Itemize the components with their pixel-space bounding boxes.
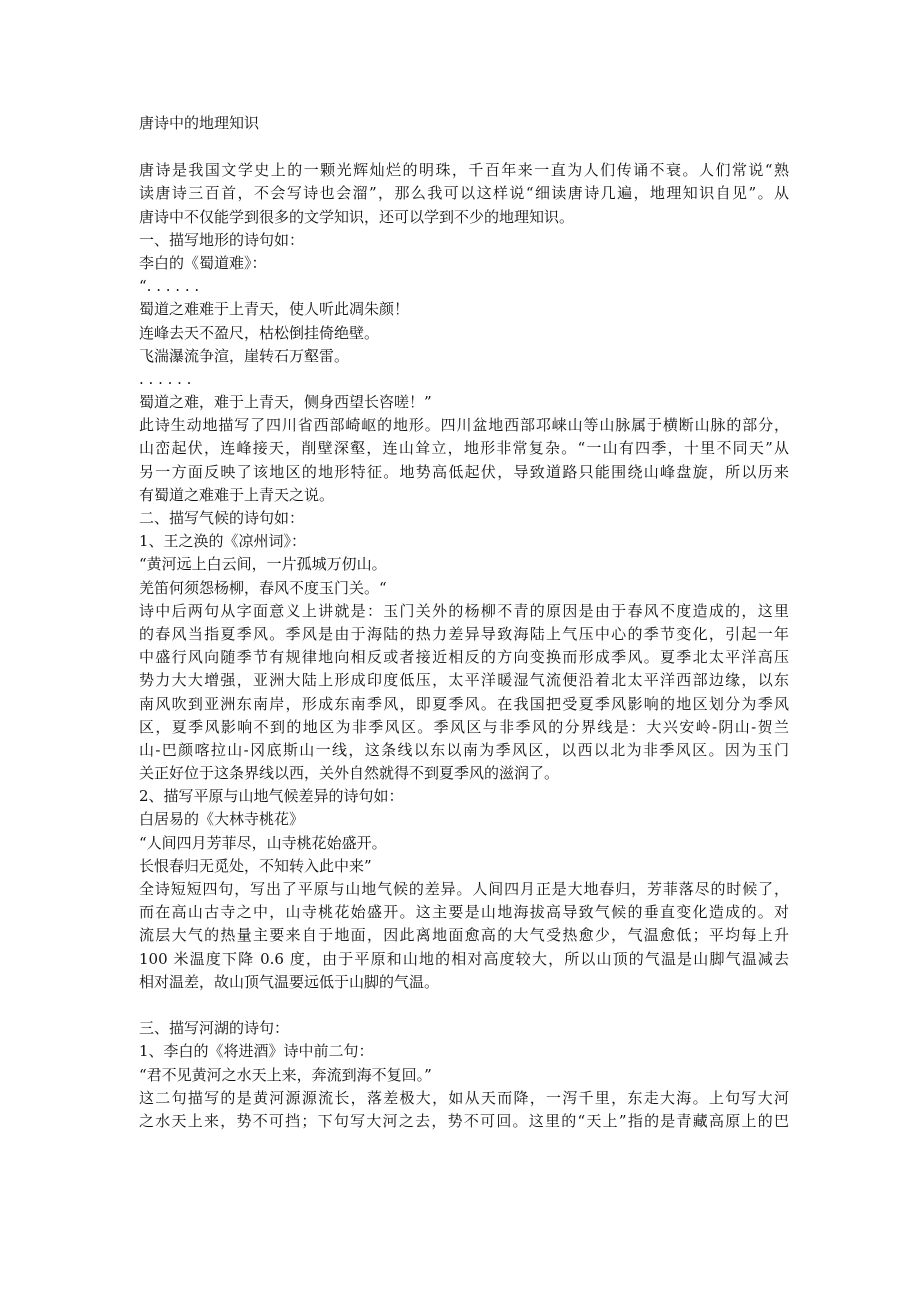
line-text: 山-巴颜喀拉山-冈底斯山一线，这条线以东以南为季风区，以西以北为非季风区。因为玉门 — [139, 740, 789, 759]
text-line — [139, 1064, 789, 1087]
line-text: “. . . . . . — [139, 277, 200, 296]
text-line — [139, 1110, 789, 1133]
line-text: 相对温差，故山顶气温要远低于山脚的气温。 — [139, 972, 440, 991]
line-text: 二、描写气候的诗句如： — [139, 509, 305, 528]
text-line — [139, 669, 789, 692]
line-text: 全诗短短四句，写出了平原与山地气候的差异。人间四月正是大地春归，芳菲落尽的时候了， — [139, 880, 789, 899]
text-line — [139, 646, 789, 669]
line-text: 飞湍瀑流争渲，崖转石万壑雷。 — [139, 346, 350, 365]
line-text: 流层大气的热量主要来自于地面，因此离地面愈高的大气受热愈少，气温愈低；平均每上升 — [139, 926, 789, 945]
text-line — [139, 716, 789, 739]
text-line — [139, 345, 789, 368]
text-line — [139, 924, 789, 947]
blank-line — [139, 994, 789, 1017]
text-line — [139, 855, 789, 878]
document-body — [139, 159, 789, 1133]
text-line — [139, 1017, 789, 1040]
line-text: 蜀道之难难于上青天，使人听此凋朱颜！ — [139, 300, 410, 319]
text-line — [139, 762, 789, 785]
line-text: “人间四月芳菲尽，山寺桃花始盛开。 — [139, 833, 387, 852]
line-text: 诗中后两句从字面意义上讲就是：玉门关外的杨柳不青的原因是由于春风不度造成的，这里 — [139, 601, 789, 620]
line-text: 而在高山古寺之中，山寺桃花始盛开。这主要是山地海拔高导致气候的垂直变化造成的。对 — [139, 903, 789, 922]
text-line — [139, 182, 789, 205]
line-text: “黄河远上白云间，一片孤城万仞山。 — [139, 555, 387, 574]
document-page — [139, 112, 789, 1133]
line-text: 此诗生动地描写了四川省西部崎岖的地形。四川盆地西部邛崃山等山脉属于横断山脉的部分， — [139, 416, 789, 435]
text-line — [139, 275, 789, 298]
line-text: 的春风当指夏季风。季风是由于海陆的热力差异导致海陆上气压中心的季节变化，引起一年 — [139, 624, 789, 643]
line-text: 100 米温度下降 0.6 度，由于平原和山地的相对高度较大，所以山顶的气温是山脚气温减去 — [139, 949, 789, 968]
text-line — [139, 484, 789, 507]
text-line — [139, 948, 789, 971]
text-line — [139, 577, 789, 600]
text-line — [139, 229, 789, 252]
text-line — [139, 391, 789, 414]
text-line — [139, 600, 789, 623]
text-line — [139, 878, 789, 901]
line-text: 唐诗中不仅能学到很多的文学知识，还可以学到不少的地理知识。 — [139, 207, 575, 226]
text-line — [139, 693, 789, 716]
text-line — [139, 159, 789, 182]
text-line — [139, 553, 789, 576]
line-text: 南风吹到亚洲东南岸，形成东南季风，即夏季风。在我国把受夏季风影响的地区划分为季风 — [139, 694, 789, 713]
text-line — [139, 832, 789, 855]
text-line — [139, 739, 789, 762]
line-text: 长恨春归无觅处，不知转入此中来” — [139, 856, 372, 875]
text-line — [139, 971, 789, 994]
text-line — [139, 530, 789, 553]
line-text: 1、王之涣的《凉州词》： — [139, 532, 307, 551]
text-line — [139, 206, 789, 229]
text-line — [139, 298, 789, 321]
text-line — [139, 1087, 789, 1110]
line-text: 之水天上来，势不可挡；下句写大河之去，势不可回。这里的“天上”指的是青藏高原上的巴 — [139, 1111, 789, 1130]
text-line — [139, 461, 789, 484]
line-text: 关正好位于这条界线以西，关外自然就得不到夏季风的滋润了。 — [139, 764, 560, 783]
text-line — [139, 623, 789, 646]
text-line — [139, 368, 789, 391]
line-text: . . . . . . — [139, 369, 192, 388]
line-text: 三、描写河湖的诗句： — [139, 1019, 290, 1038]
line-text: 另一方面反映了该地区的地形特征。地势高低起伏，导致道路只能围绕山峰盘旋，所以历来 — [139, 462, 789, 481]
line-text: 有蜀道之难难于上青天之说。 — [139, 485, 335, 504]
document-title: 唐诗中的地理知识 — [139, 114, 260, 132]
line-text: 羌笛何须怨杨柳，春风不度玉门关。“ — [139, 578, 387, 597]
line-text: 蜀道之难，难于上青天，侧身西望长咨嗟！” — [139, 393, 432, 412]
text-line — [139, 507, 789, 530]
line-text: 势力大大增强，亚洲大陆上形成印度低压，太平洋暖湿气流便沿着北太平洋西部边缘，以东 — [139, 671, 789, 690]
text-line — [139, 901, 789, 924]
text-line — [139, 414, 789, 437]
line-text: 连峰去天不盈尺，枯松倒挂倚绝壁。 — [139, 323, 380, 342]
text-line — [139, 808, 789, 831]
text-line — [139, 252, 789, 275]
line-text: 读唐诗三百首，不会写诗也会溜”，那么我可以这样说“细读唐诗几遍，地理知识自见”。从 — [139, 184, 789, 203]
line-text: 中盛行风向随季节有规律地向相反或者接近相反的方向变换而形成季风。夏季北太平洋高压 — [139, 648, 789, 667]
text-line — [139, 1040, 789, 1063]
line-text: 区，夏季风影响不到的地区为非季风区。季风区与非季风的分界线是：大兴安岭-阴山-贺兰 — [139, 717, 789, 736]
line-text: 这二句描写的是黄河源源流长，落差极大，如从天而降，一泻千里，东走大海。上句写大河 — [139, 1088, 789, 1107]
line-text: 一、描写地形的诗句如： — [139, 230, 305, 249]
line-text: 2、描写平原与山地气候差异的诗句如： — [139, 787, 404, 806]
line-text: 李白的《蜀道难》： — [139, 253, 267, 272]
line-text: 1、李白的《将进酒》诗中前二句： — [139, 1042, 374, 1061]
text-line — [139, 785, 789, 808]
line-text: 白居易的《大林寺桃花》 — [139, 810, 305, 829]
text-line — [139, 322, 789, 345]
line-text: “君不见黄河之水天上来，奔流到海不复回。” — [139, 1065, 432, 1084]
text-line — [139, 437, 789, 460]
line-text: 山峦起伏，连峰接天，削壁深壑，连山耸立，地形非常复杂。“一山有四季，十里不同天”从 — [139, 439, 789, 458]
line-text: 唐诗是我国文学史上的一颗光辉灿烂的明珠，千百年来一直为人们传诵不衰。人们常说“熟 — [139, 161, 789, 180]
